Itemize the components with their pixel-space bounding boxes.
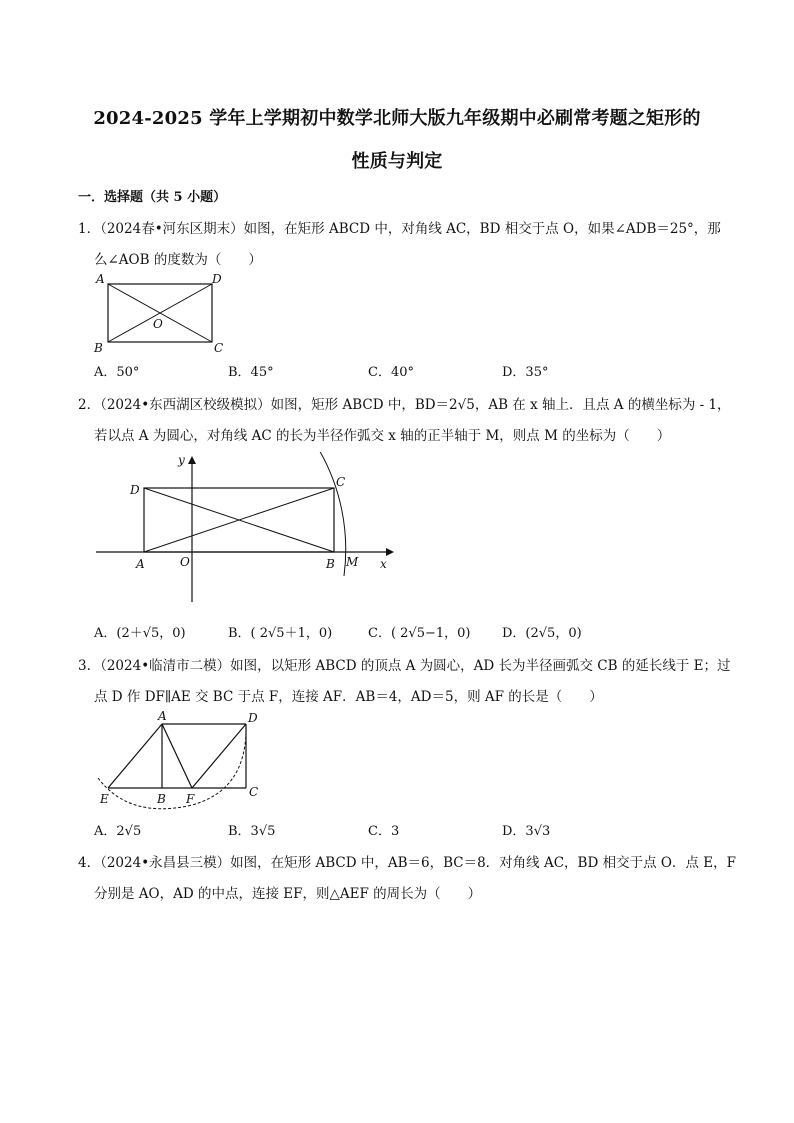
- page-title: 2024-2025 学年上学期初中数学北师大版九年级期中必刷常考题之矩形的: [93, 108, 701, 129]
- fig3-label-d: D: [248, 711, 258, 725]
- page-title-line2: 性质与判定: [351, 151, 443, 172]
- figure-3-rectangle-arc: [88, 706, 268, 812]
- question-3-text-cont: 点 D 作 DF∥AE 交 BC 于点 F，连接 AF．AB＝4，AD＝5，则 AF 的长是（ ）: [94, 689, 603, 705]
- figure-2-coordinate-rectangle: [90, 452, 400, 612]
- fig2-label-o: O: [180, 555, 190, 569]
- section-heading: 一．选择题（共 5 小题）: [78, 190, 227, 205]
- figure-1-rectangle: [88, 268, 238, 358]
- question-3-text: 3．（2024•临清市二模）如图，以矩形 ABCD 的顶点 A 为圆心，AD 长为半径画弧交 CB 的延长线于 E；过: [78, 658, 731, 674]
- question-4-text-cont: 分别是 AO，AD 的中点，连接 EF，则△AEF 的周长为（ ）: [94, 886, 482, 902]
- fig3-label-c: C: [249, 785, 259, 799]
- question-2-text-cont: 若以点 A 为圆心，对角线 AC 的长为半径作弧交 x 轴的正半轴于 M，则点 M 的坐标为（ ）: [94, 428, 671, 444]
- fig1-label-c: C: [214, 341, 224, 355]
- fig2-label-x: x: [380, 557, 387, 571]
- fig3-label-f: F: [186, 792, 195, 806]
- q1-option-d: D．35°: [502, 365, 549, 380]
- q3-option-d: D．3√3: [502, 824, 551, 839]
- q2-option-d: D．(2√5，0): [502, 626, 582, 641]
- q1-option-c: C．40°: [368, 365, 414, 380]
- fig3-label-b: B: [157, 792, 166, 806]
- q2-option-a: A．(2＋√5，0): [94, 626, 186, 641]
- fig2-label-a: A: [136, 557, 145, 571]
- q3-option-b: B．3√5: [228, 824, 276, 839]
- fig1-label-a: A: [96, 272, 105, 286]
- question-4-text: 4．（2024•永昌县三模）如图，在矩形 ABCD 中，AB＝6，BC＝8．对角线 AC，BD 相交于点 O．点 E，F: [78, 855, 736, 871]
- fig2-label-b: B: [326, 557, 335, 571]
- question-1-text-cont: 么∠AOB 的度数为（ ）: [94, 252, 262, 268]
- q3-option-c: C．3: [368, 824, 400, 839]
- q3-option-a: A．2√5: [94, 824, 142, 839]
- q1-option-a: A．50°: [94, 365, 140, 380]
- q2-option-c: C．( 2√5−1，0): [368, 626, 471, 641]
- q1-option-b: B．45°: [228, 365, 274, 380]
- question-2-text: 2．（2024•东西湖区校级模拟）如图，矩形 ABCD 中，BD＝2√5，AB 在 x 轴上．且点 A 的横坐标为 - 1，: [78, 397, 731, 413]
- fig2-label-c: C: [336, 475, 346, 489]
- fig2-label-y: y: [178, 453, 185, 467]
- fig1-label-b: B: [94, 341, 103, 355]
- fig2-label-m: M: [346, 555, 359, 569]
- fig1-label-d: D: [212, 272, 222, 286]
- question-1-text: 1．（2024春•河东区期末）如图，在矩形 ABCD 中，对角线 AC，BD 相交于点 O，如果∠ADB＝25°，那: [78, 221, 721, 237]
- q2-option-b: B．( 2√5＋1，0): [228, 626, 333, 641]
- fig3-label-e: E: [100, 792, 109, 806]
- fig2-label-d: D: [130, 483, 140, 497]
- fig1-label-o: O: [153, 317, 163, 331]
- fig3-label-a: A: [158, 709, 167, 723]
